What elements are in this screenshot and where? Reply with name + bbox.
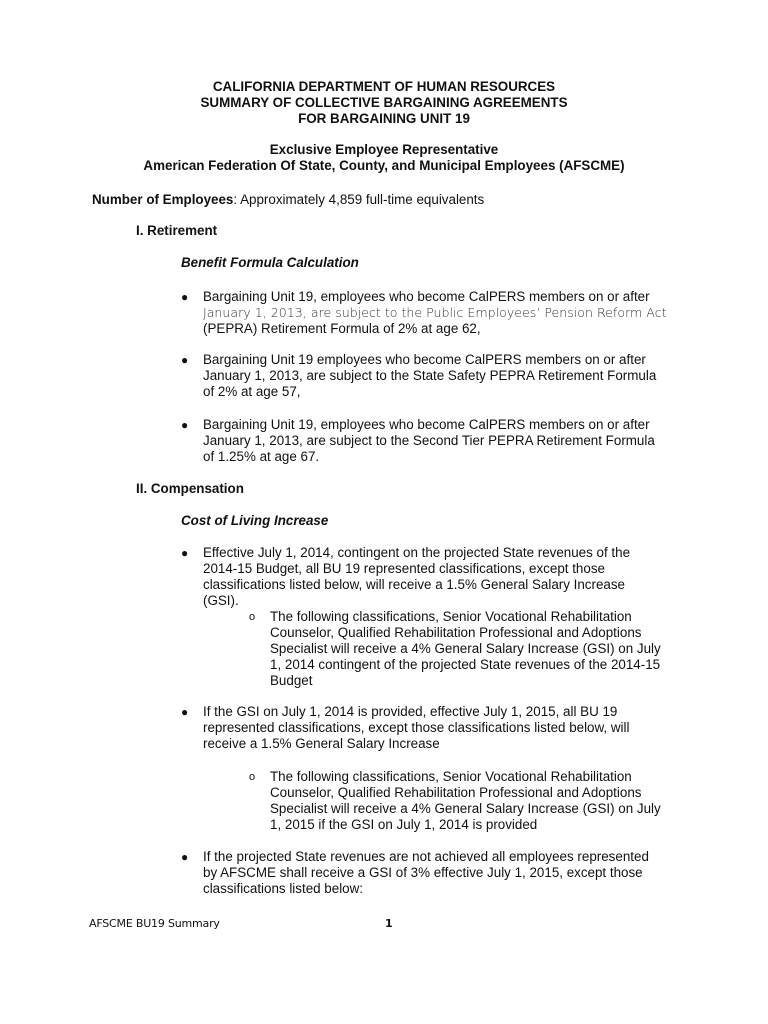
bullet-icon: ● [181, 290, 189, 304]
sub-list-item-line: 1, 2014 contingent of the projected State revenues of the 2014-15 [270, 657, 661, 672]
list-item-line: 2014-15 Budget, all BU 19 represented classifications, except those [203, 561, 605, 576]
bullet-icon: ● [181, 353, 189, 367]
list-item-line: represented classifications, except those classifications listed below, will [203, 720, 630, 735]
hollow-bullet-icon: o [249, 611, 256, 623]
subheading-benefit-formula: Benefit Formula Calculation [181, 255, 359, 270]
bullet-icon: ● [181, 418, 189, 432]
sub-list-item-line: Specialist will receive a 4% General Salary Increase (GSI) on July [270, 641, 661, 656]
list-item-line: If the GSI on July 1, 2014 is provided, effective July 1, 2015, all BU 19 [203, 704, 618, 719]
subheading-cost-of-living: Cost of Living Increase [181, 513, 329, 528]
employee-count [92, 192, 484, 208]
bullet-icon: ● [181, 850, 189, 864]
section-heading-compensation: II. Compensation [136, 481, 244, 496]
list-item-line: of 1.25% at age 67. [203, 449, 320, 464]
bullet-icon: ● [181, 546, 189, 560]
list-item-line: of 2% at age 57, [203, 384, 301, 399]
header-line-2: SUMMARY OF COLLECTIVE BARGAINING AGREEMENTS [200, 95, 568, 110]
list-item-line: January 1, 2013, are subject to the Second Tier PEPRA Retirement Formula [203, 433, 655, 448]
list-item-line: January 1, 2013, are subject to the Public Employees’ Pension Reform Act [203, 305, 667, 320]
representative-name: American Federation Of State, County, and Municipal Employees (AFSCME) [143, 158, 625, 173]
sub-list-item-line: 1, 2015 if the GSI on July 1, 2014 is provided [270, 817, 538, 832]
footer-title: AFSCME BU19 Summary [89, 917, 220, 930]
list-item-line: Bargaining Unit 19, employees who become CalPERS members on or after [203, 417, 650, 432]
employee-count-label: Number of Employees [92, 192, 234, 207]
list-item-line: Bargaining Unit 19 employees who become CalPERS members on or after [203, 352, 646, 367]
representative-label: Exclusive Employee Representative [269, 142, 499, 157]
representative-block [0, 142, 768, 174]
list-item-line: by AFSCME shall receive a GSI of 3% effective July 1, 2015, except those [203, 865, 643, 880]
sub-list-item-line: Counselor, Qualified Rehabilitation Professional and Adoptions [270, 785, 642, 800]
document-header [0, 79, 768, 127]
list-item-line: classifications listed below: [203, 881, 364, 896]
list-item-line: classifications listed below, will receive a 1.5% General Salary Increase [203, 577, 626, 592]
employee-count-value: : Approximately 4,859 full-time equivalents [233, 192, 485, 207]
sub-list-item-line: Counselor, Qualified Rehabilitation Professional and Adoptions [270, 625, 642, 640]
hollow-bullet-icon: o [249, 771, 256, 783]
list-item-line: (GSI). [203, 593, 239, 608]
bullet-icon: ● [181, 705, 189, 719]
sub-list-item-line: The following classifications, Senior Vocational Rehabilitation [270, 609, 632, 624]
sub-list-item-line: Specialist will receive a 4% General Salary Increase (GSI) on July [270, 801, 661, 816]
list-item-line: January 1, 2013, are subject to the State Safety PEPRA Retirement Formula [203, 368, 657, 383]
sub-list-item-line: Budget [270, 673, 313, 688]
list-item-line: Bargaining Unit 19, employees who become CalPERS members on or after [203, 289, 650, 304]
list-item-line: receive a 1.5% General Salary Increase [203, 736, 440, 751]
header-line-1: CALIFORNIA DEPARTMENT OF HUMAN RESOURCES [212, 79, 556, 94]
sub-list-item-line: The following classifications, Senior Vocational Rehabilitation [270, 769, 632, 784]
section-heading-retirement: I. Retirement [136, 223, 218, 238]
list-item-line: If the projected State revenues are not achieved all employees represented [203, 849, 649, 864]
list-item-line: Effective July 1, 2014, contingent on the projected State revenues of the [203, 545, 631, 560]
page-number: 1 [385, 917, 393, 930]
header-line-3: FOR BARGAINING UNIT 19 [298, 111, 470, 126]
list-item-line: (PEPRA) Retirement Formula of 2% at age 62, [203, 321, 481, 336]
